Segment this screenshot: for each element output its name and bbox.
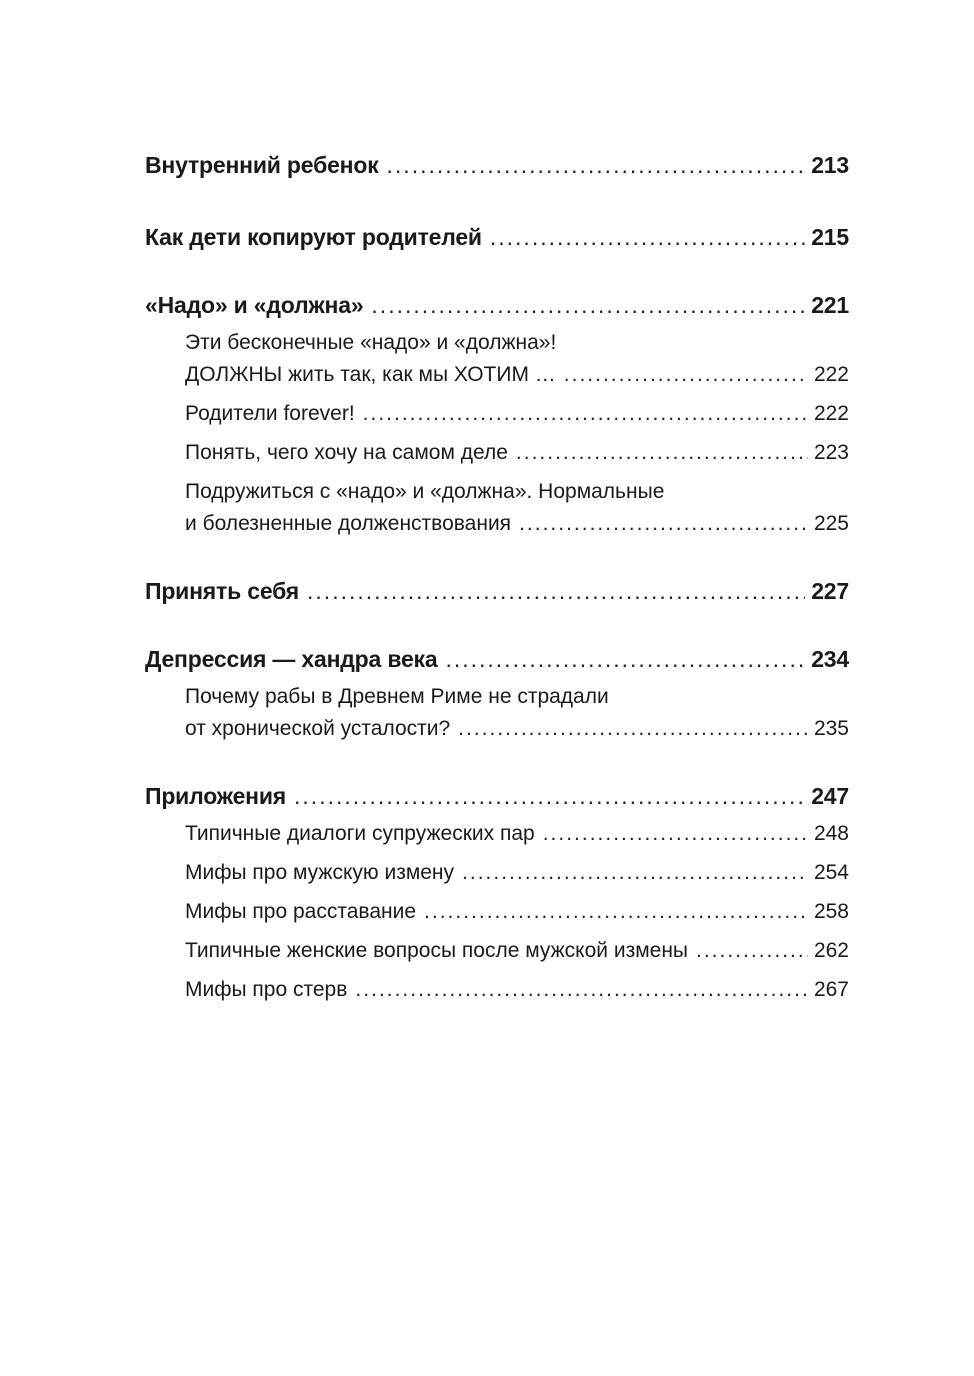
- toc-entry-main[interactable]: [145, 642, 849, 676]
- toc-subsections: [145, 327, 849, 540]
- table-of-contents: [145, 148, 849, 1040]
- toc-subentry-title: от хронической усталости?: [185, 717, 451, 740]
- toc-page-number: 235: [813, 717, 849, 740]
- toc-page-number: 221: [811, 292, 849, 318]
- toc-page-number: 222: [813, 363, 849, 386]
- dot-leader: [462, 857, 808, 889]
- toc-page-number: 215: [811, 224, 849, 250]
- toc-entry-title: Внутренний ребенок: [145, 152, 379, 178]
- toc-section: [145, 288, 849, 540]
- toc-entry-title: «Надо» и «должна»: [145, 292, 364, 318]
- dot-leader: [543, 818, 808, 850]
- toc-subentry-title: Мифы про мужскую измену: [185, 861, 455, 884]
- toc-section: [145, 574, 849, 608]
- toc-section: [145, 779, 849, 1006]
- toc-entry-title: Принять себя: [145, 578, 300, 604]
- toc-subentry[interactable]: [185, 974, 849, 1006]
- dot-leader: [458, 713, 808, 745]
- toc-subentry-first-line: Почему рабы в Древнем Риме не страдали: [185, 685, 609, 708]
- toc-subentry-title: ДОЛЖНЫ жить так, как мы ХОТИМ …: [185, 363, 556, 386]
- toc-section: [145, 148, 849, 182]
- toc-subentry-title: Типичные диалоги супружеских пар: [185, 822, 535, 845]
- dot-leader: [387, 148, 806, 182]
- toc-entry-main[interactable]: [145, 220, 849, 254]
- dot-leader: [519, 508, 808, 540]
- toc-page-number: 223: [813, 441, 849, 464]
- dot-leader: [424, 896, 808, 928]
- toc-subentry[interactable]: [185, 437, 849, 469]
- toc-subsections: [145, 681, 849, 745]
- toc-entry-main[interactable]: [145, 779, 849, 813]
- toc-page-number: 247: [811, 783, 849, 809]
- dot-leader: [490, 220, 805, 254]
- dot-leader: [363, 398, 808, 430]
- toc-page-number: 254: [813, 861, 849, 884]
- toc-section: [145, 220, 849, 254]
- toc-entry-main[interactable]: [145, 574, 849, 608]
- toc-page-number: 227: [811, 578, 849, 604]
- toc-page-number: 248: [813, 822, 849, 845]
- toc-subentry[interactable]: [185, 327, 849, 391]
- toc-subentry-title: Мифы про стерв: [185, 978, 348, 1001]
- toc-page-number: 225: [813, 512, 849, 535]
- toc-subentry-title: Мифы про расставание: [185, 900, 417, 923]
- toc-subentry[interactable]: [185, 398, 849, 430]
- toc-entry-title: Депрессия — хандра века: [145, 646, 438, 672]
- dot-leader: [445, 642, 805, 676]
- dot-leader: [516, 437, 808, 469]
- toc-subentry-title: Родители forever!: [185, 402, 355, 425]
- dot-leader: [307, 574, 805, 608]
- toc-subentry[interactable]: [185, 818, 849, 850]
- toc-subentry-title: и болезненные долженствования: [185, 512, 512, 535]
- dot-leader: [294, 779, 805, 813]
- toc-entry-title: Как дети копируют родителей: [145, 224, 482, 250]
- toc-subentry[interactable]: [185, 896, 849, 928]
- toc-subentry-title: Типичные женские вопросы после мужской измены: [185, 939, 689, 962]
- toc-subentry[interactable]: [185, 935, 849, 967]
- dot-leader: [564, 359, 808, 391]
- dot-leader: [696, 935, 808, 967]
- toc-page-number: 258: [813, 900, 849, 923]
- toc-entry-title: Приложения: [145, 783, 287, 809]
- toc-subsections: [145, 818, 849, 1006]
- toc-page-number: 262: [813, 939, 849, 962]
- toc-subentry-first-line: Эти бесконечные «надо» и «должна»!: [185, 331, 557, 354]
- toc-entry-main[interactable]: [145, 288, 849, 322]
- toc-page-number: 213: [811, 152, 849, 178]
- toc-page-number: 234: [811, 646, 849, 672]
- toc-subentry-title: Понять, чего хочу на самом деле: [185, 441, 508, 464]
- toc-subentry[interactable]: [185, 857, 849, 889]
- toc-page-number: 267: [813, 978, 849, 1001]
- dot-leader: [371, 288, 805, 322]
- toc-subentry[interactable]: [185, 476, 849, 540]
- toc-subentry-first-line: Подружиться с «надо» и «должна». Нормальные: [185, 480, 665, 503]
- toc-subentry[interactable]: [185, 681, 849, 745]
- dot-leader: [355, 974, 808, 1006]
- toc-entry-main[interactable]: [145, 148, 849, 182]
- toc-page-number: 222: [813, 402, 849, 425]
- toc-section: [145, 642, 849, 745]
